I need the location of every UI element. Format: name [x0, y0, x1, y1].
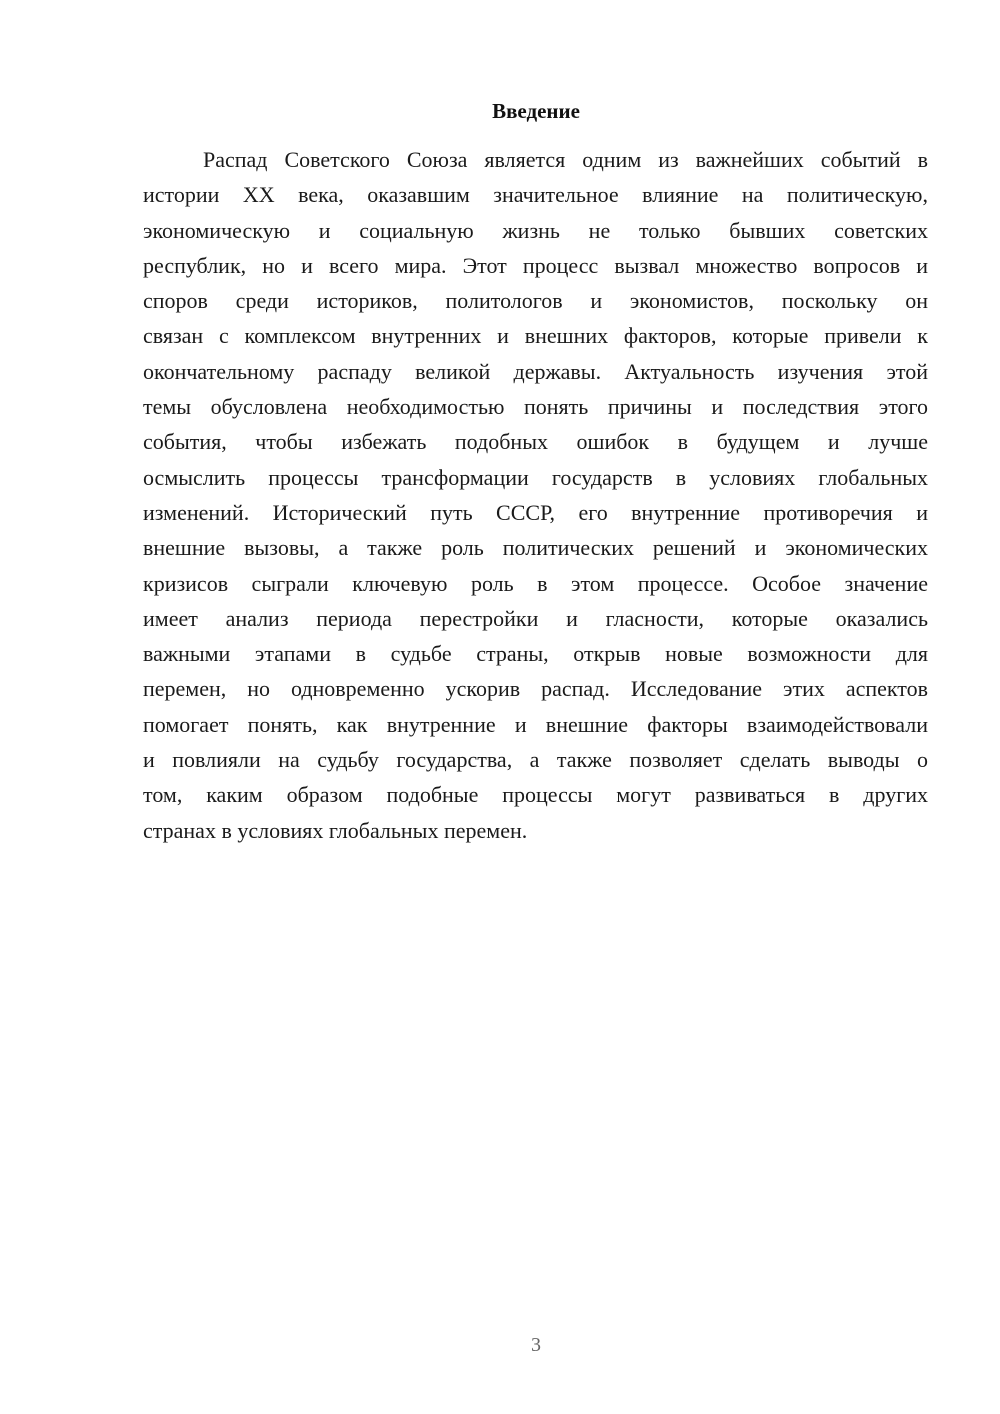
- paragraph-line: важными этапами в судьбе страны, открыв новые возможности для: [143, 641, 928, 667]
- paragraph-line: странах в условиях глобальных перемен.: [143, 817, 528, 843]
- paragraph-line: кризисов сыграли ключевую роль в этом процессе. Особое значение: [143, 570, 928, 596]
- paragraph-line: истории XX века, оказавшим значительное влияние на политическую,: [143, 182, 928, 208]
- paragraph-line: внешние вызовы, а также роль политических решений и экономических: [143, 535, 928, 561]
- paragraph-line: Распад Советского Союза является одним из важнейших событий в: [203, 147, 928, 172]
- page-number: 3: [531, 1334, 541, 1356]
- paragraph-line: том, каким образом подобные процессы могут развиваться в других: [143, 782, 928, 808]
- paragraph-line: республик, но и всего мира. Этот процесс вызвал множество вопросов и: [143, 252, 928, 278]
- paragraph-line: изменений. Исторический путь СССР, его внутренние противоречия и: [143, 499, 928, 525]
- paragraph-line: экономическую и социальную жизнь не только бывших советских: [143, 217, 928, 243]
- paragraph-line: имеет анализ периода перестройки и гласности, которые оказались: [143, 605, 928, 631]
- paragraph-line: окончательному распаду великой державы. Актуальность изучения этой: [143, 358, 928, 384]
- section-heading: Введение: [492, 99, 580, 123]
- introduction-paragraph: [143, 142, 928, 848]
- paragraph-line: осмыслить процессы трансформации государств в условиях глобальных: [143, 464, 928, 490]
- paragraph-line: темы обусловлена необходимостью понять причины и последствия этого: [143, 394, 928, 420]
- paragraph-line: перемен, но одновременно ускорив распад. Исследование этих аспектов: [143, 676, 928, 702]
- paragraph-line: события, чтобы избежать подобных ошибок в будущем и лучше: [143, 429, 928, 455]
- paragraph-line: и повлияли на судьбу государства, а также позволяет сделать выводы о: [143, 747, 928, 773]
- paragraph-line: помогает понять, как внутренние и внешние факторы взаимодействовали: [143, 711, 928, 737]
- paragraph-line: споров среди историков, политологов и экономистов, поскольку он: [143, 288, 928, 314]
- paragraph-line: связан с комплексом внутренних и внешних факторов, которые привели к: [143, 323, 928, 349]
